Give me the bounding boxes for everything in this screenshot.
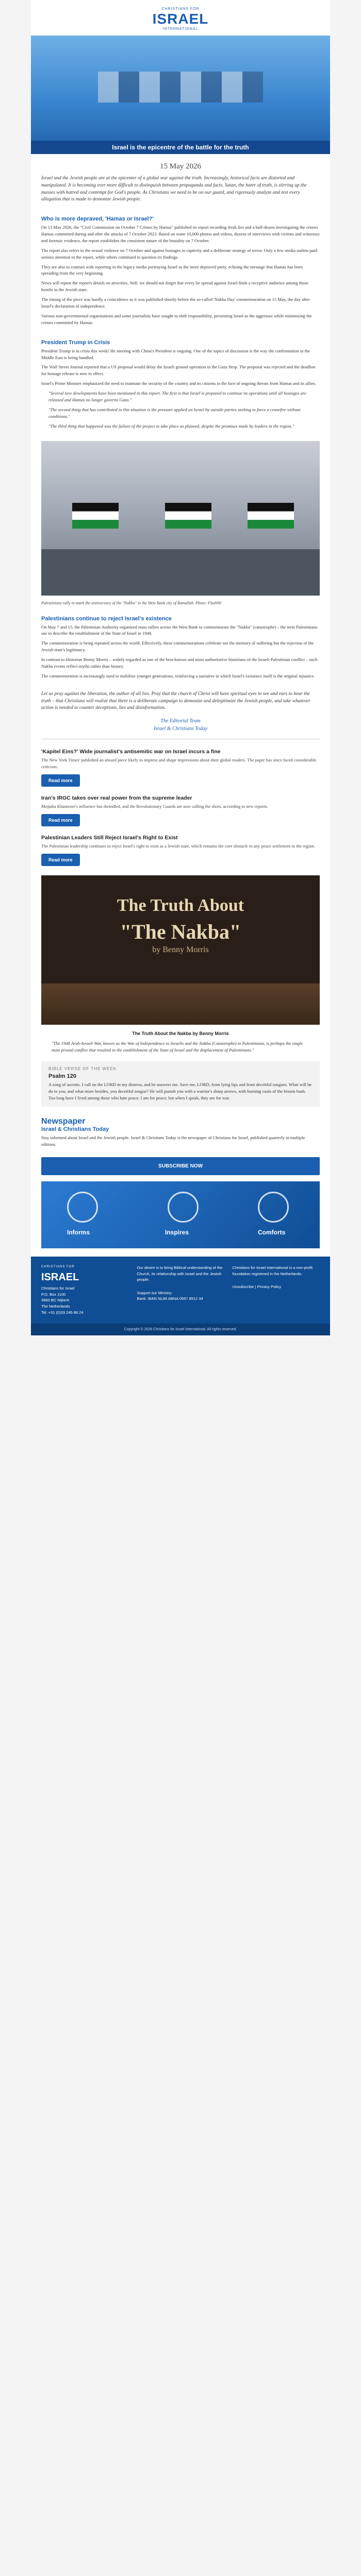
bible-verse-box (41, 1061, 320, 1107)
read-more-button[interactable]: Read more (41, 854, 80, 866)
footer-links[interactable]: Unsubscribe | Privacy Policy (232, 1284, 282, 1290)
footer-line: Christians for Israel (41, 1286, 75, 1291)
section-trump (31, 332, 330, 436)
intro-paragraph: Israel and the Jewish people are at the epicenter of a global war against the truth. Increasingly, historical facts are distorted and manipulated. It is becoming ever more difficult to distinguish between propaganda and facts. Satan, the hater of truth, is stirring up the masses with hatred and contempt for God's people. As Christians we need to be on our guard, and rigorously analyze and test every allegation that is made to demonize Jewish people. (41, 176, 307, 202)
paragraph: The timing of the piece was hardly a coincidence as it was published shortly before the so-called 'Nakba Day' commemoration on 15 May, the day after Israel's declaration of independence. (41, 297, 310, 309)
hero-image (31, 36, 330, 154)
footer-logo-small: CHRISTIANS FOR (41, 1265, 75, 1268)
book-author: by Benny Morris (152, 945, 209, 954)
footer-line: Bank: IBAN NL86 ABNA 0567 8912 34 (137, 1296, 203, 1301)
footer-line: Our desire is to bring Biblical understanding of the Church, its relationship with Israel and the Jewish people. (137, 1265, 223, 1282)
book-caption: The Truth About the Nakba by Benny Morris (132, 1030, 229, 1036)
informs-icon (67, 1192, 98, 1223)
footer-line: 3860 BC Nijkerk (41, 1298, 70, 1303)
site-logo[interactable] (153, 7, 209, 31)
informs-inspires-comforts-banner (41, 1181, 320, 1248)
paragraph: President Trump is in crisis this week! He meeting with China's President is ongoing. One of the topics of discussion is the way the confrontation in the Middle East is being handled. (41, 348, 310, 360)
paragraph: The report also refers to the sexual violence on 7 October and against hostages in captivity and a deliberate strategy of terror. Only a few media outlets paid serious attention to the report, while others continued to question its findings. (41, 247, 318, 260)
paragraph: Israel's Prime Minister emphasized the need to maintain the security of the country and its citizens in the face of ongoing threats from Hamas and its allies. (41, 381, 317, 386)
footer-col-mission (137, 1265, 224, 1315)
newsletter-promo (31, 1113, 330, 1157)
issue-date: 15 May 2026 (160, 162, 201, 171)
read-more-button[interactable]: Read more (41, 774, 80, 787)
book-description: "The 1948 Arab-Israeli War, known as the War of Independence to Israelis and the Nakba (Catastrophe) to Palestinians, is perhaps the single most pivotal conflict that resulted in the establishment of the State of Israel and the displacement of Palestinians." (52, 1040, 303, 1053)
book-title-line1: The Truth About (117, 895, 244, 915)
newsletter-kicker: Newspaper (41, 1117, 86, 1126)
photo-caption: Palestinians rally to mark the anniversary of the "Nakba" in the West Bank city of Ramallah. Photo: Flash90 (41, 600, 222, 605)
bible-verse-reference: Psalm 120 (48, 1073, 76, 1080)
logo-sub-text: INTERNATIONAL (162, 27, 199, 31)
inspires-label: Inspires (165, 1228, 189, 1236)
news-item (31, 745, 330, 792)
informs-label: Informs (67, 1228, 90, 1236)
palestinian-flag (248, 503, 294, 529)
paragraph: The Wall Street Journal reported that a US proposal would delay the Israeli ground operation in the Gaza Strip. The proposal was rejected and the deadline for hostage release is now in effect. (41, 364, 316, 377)
signature-line1: The Editorial Team (160, 718, 201, 724)
footer-col-legal (233, 1265, 320, 1315)
section-nakba (31, 608, 330, 686)
news-excerpt: The New York Times' published an absurd piece likely to impress and shape impressions about their global readers. The paper has since faced considerable criticism. (41, 757, 317, 769)
hero-caption: Israel is the epicentre of the battle for the truth (31, 141, 330, 154)
section-hamas-israel (31, 209, 330, 332)
book-title-line2: "The Nakba" (120, 920, 241, 943)
book-cover-image[interactable] (41, 875, 320, 1025)
news-item (31, 792, 330, 832)
newsletter-title: Israel & Christians Today (41, 1126, 109, 1133)
crowd (41, 549, 320, 596)
footer-line: The Netherlands (41, 1304, 70, 1309)
quote: "The third thing that happened was the failure of the project to take place as planned, despite the promises made by leaders in the region." (48, 423, 294, 429)
inspires-icon (168, 1192, 199, 1223)
paragraph: The commemoration is increasingly used to mobilize younger generations, reinforcing a narrative in which Israel's existence itself is the original injustice. (41, 673, 315, 679)
news-title[interactable]: Palestinian Leaders Still Reject Israel's Right to Exist (41, 834, 178, 841)
header (31, 0, 330, 36)
news-excerpt: Mojtaba Khamenei's influence has dwindled, and the Revolutionary Guards are now calling the shots, according to new reports. (41, 803, 268, 809)
closing-prayer: Let us pray against the liberation, the author of all lies. Pray that the church of Christ will have spiritual eyes to see and ears to hear the truth – that Christians will realize that there is a deliberate campaign to demonize and delegitimize the Jewish people, and take whatever action is needed to counter deceptions, lies and disinformation. (41, 691, 310, 711)
paragraph: On May 7 and 15, the Palestinian Authority organized mass rallies across the West Bank to commemorate the "Nakba" (catastrophe) – the term Palestinians use to describe the establishment of the State of Israel in 1948. (41, 624, 318, 636)
footer-line: Tel. +31 (0)33 245 88 24 (41, 1310, 84, 1315)
paragraph: The commemoration is being repeated across the world. Effectively, these commemorations celebrate not the memory of suffering but the rejection of the Jewish state's legitimacy. (41, 640, 314, 653)
signature-line2: Israel & Christians Today (153, 726, 208, 732)
news-item (31, 832, 330, 871)
news-title[interactable]: 'Kapitel Eins?' Wide journalist's antisemitic war on Israel incurs a fine (41, 749, 221, 755)
section-heading: Palestinians continue to reject Israel's existence (41, 615, 172, 622)
subscribe-button[interactable]: SUBSCRIBE NOW (41, 1157, 320, 1175)
paragraph: News will repeat the report's details on atrocities. Still, we should not forget that every lie spread against Israel finds a receptive audience among those hostile to the Jewish state. (41, 280, 308, 293)
copyright: Copyright © 2026 Christians for Israel International. All rights reserved. (31, 1324, 330, 1335)
flag-decoration (98, 72, 263, 103)
footer-line: Support our Ministry: (137, 1290, 173, 1295)
paragraph: In contrast to Historian Benny Morris – widely regarded as one of the best-known and most authoritative historians of the Israeli-Palestinian conflict – such Nakba events reflect myths rather than history. (41, 657, 318, 669)
paragraph: Various non-governmental organizations and some journalists have sought to shift responsibility, presenting Israel as the aggressor while minimizing the crimes committed by Hamas. (41, 313, 312, 325)
rally-photo (41, 441, 320, 596)
palestinian-flag (165, 503, 211, 529)
read-more-button[interactable]: Read more (41, 814, 80, 826)
section-heading: Who is more depraved, 'Hamas or Israel?' (41, 216, 154, 223)
footer-line: P.O. Box 1100 (41, 1292, 66, 1297)
logo-small-text: CHRISTIANS FOR (161, 7, 200, 11)
footer (31, 1257, 330, 1324)
paragraph: They are also to contrast with reporting in the legacy media portraying Israel as the more depraved party, echoing the message that Hamas has been spreading from the very beginning. (41, 264, 303, 276)
paragraph: On 13 May 2026, the "Civil Commission on October 7 Crimes by Hamas" published its report recording fresh lies and a half-dozen investigating the crimes Hamas committed during and after the attacks of 7 October 2023. Based on some 10,000 photos and videos, dozens of interviews with victims and witnesses and forensic evidence, the report establishes the consistent nature of the brutality on 7 October. (41, 225, 320, 243)
bible-verse-text: A song of ascents. I call on the LORD in my distress, and he answers me. Save me, LORD, from lying lips and from deceitful tongues. What will he do to you, and what more besides, you deceitful tongue? He will punish you with a warrior's sharp arrows, with burning coals of the broom bush. Too long have I lived among those who hate peace. I am for peace; but when I speak, they are for war. (48, 1082, 312, 1101)
quote: "The second thing that has contributed to this situation is the pressure applied on Israel by outside parties seeking to force a ceasefire without conditions." (48, 406, 301, 419)
newsletter-description: Stay informed about Israel and the Jewish people. Israel & Christians Today is the newspaper of Christians for Israel, published quarterly in multiple editions. (41, 1135, 305, 1147)
comforts-icon (258, 1192, 289, 1223)
logo-big-text: ISRAEL (152, 11, 209, 27)
palestinian-flag (72, 503, 119, 529)
footer-col-address (41, 1265, 128, 1315)
email-container (31, 0, 330, 1335)
comforts-label: Comforts (258, 1228, 286, 1236)
quote: "Several new developments have been mentioned in this report. The first is that Israel is prepared to continue its operations until all hostages are released and Hamas no longer governs Gaza." (48, 391, 306, 402)
section-heading: President Trump in Crisis (41, 339, 110, 346)
footer-line: Christians for Israel International is a non-profit foundation registered in the Netherlands. (232, 1265, 313, 1276)
bible-verse-label: BIBLE VERSE OF THE WEEK (48, 1066, 117, 1072)
news-excerpt: The Palestinian leadership continues to reject Israel's right to exist as a Jewish state, which remains the core obstacle to any peace settlement in the region. (41, 843, 316, 849)
news-title[interactable]: Iran's IRGC takes over real power from the supreme leader (41, 794, 192, 801)
book-background (41, 984, 320, 1025)
footer-logo: ISRAEL (41, 1272, 79, 1283)
